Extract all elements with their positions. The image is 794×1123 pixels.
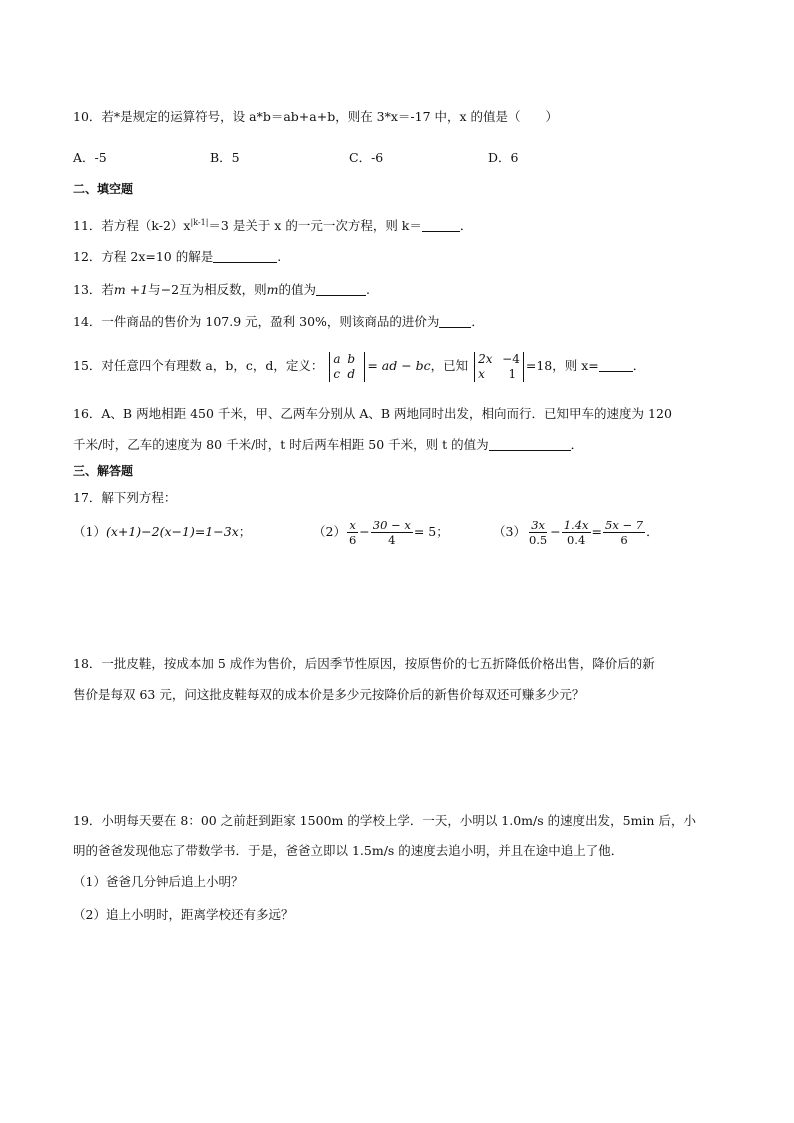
det-cell: a	[333, 351, 341, 366]
question-12-end: .	[277, 249, 282, 264]
question-13-mid2: 互为相反数，则	[179, 282, 267, 297]
question-19-sub-1: （1）爸爸几分钟后追上小明？	[73, 874, 244, 889]
question-14-text: 14．一件商品的售价为 107.9 元，盈利 30%，则该商品的进价为	[73, 314, 440, 329]
determinant-given	[474, 352, 524, 382]
question-15-given: ，已知	[430, 358, 469, 373]
question-12-text: 12．方程 2x=10 的解是	[73, 249, 214, 264]
question-15-end: ．	[632, 358, 646, 373]
equation-1-end: ；	[238, 524, 252, 539]
fraction	[562, 518, 591, 547]
question-12	[73, 248, 281, 266]
denominator: 0.5	[528, 533, 548, 547]
equation-2-label: （2）	[313, 524, 346, 539]
answer-blank	[422, 219, 460, 232]
numerator: x	[349, 518, 356, 532]
question-13-mid: 与	[148, 282, 161, 297]
fraction	[371, 518, 413, 547]
option-d: D．6	[488, 150, 519, 165]
equation-3	[493, 515, 659, 549]
fraction	[527, 518, 549, 547]
question-18-line-1: 18．一批皮鞋，按成本加 5 成作为售价，后因季节性原因，按原售价的七五折降低价格出售，降价后的新	[73, 656, 655, 671]
question-13-pre: 13．若	[73, 282, 114, 297]
question-14-end: ．	[471, 314, 484, 329]
det-cell: x	[478, 366, 485, 381]
det-cell: −4	[502, 351, 520, 366]
fraction	[347, 518, 358, 547]
answer-blank	[316, 283, 366, 296]
denominator: 4	[388, 533, 396, 547]
equation-3-label: （3）	[493, 524, 526, 539]
question-14	[73, 313, 484, 331]
equation-1-expr: (x+1)−2(x−1)=1−3x	[105, 524, 239, 539]
denominator: 6	[348, 533, 357, 547]
equals-sign: =	[591, 524, 602, 539]
question-16-line-2	[73, 436, 583, 454]
question-16-text: 千米/时，乙车的速度为 80 千米/时，t 时后两车相距 50 千米，则 t 的值为	[73, 437, 489, 452]
denominator: 6	[620, 533, 628, 547]
equation-3-end: ．	[646, 524, 659, 539]
equation-1-label: （1）	[73, 524, 106, 539]
equals-part: = 5	[413, 524, 437, 539]
question-19-sub-2: （2）追上小明时，距离学校还有多远？	[73, 907, 294, 922]
numerator: 1.4x	[563, 518, 589, 532]
question-16-end: ．	[570, 437, 584, 452]
answer-blank	[213, 250, 277, 263]
numerator: 30 − x	[372, 518, 411, 532]
question-10-text: 10．若*是规定的运算符号，设 a*b＝ab+a+b，则在 3*x＝-17 中，x 的值是（ ）	[73, 109, 559, 124]
question-18-line-2: 售价是每双 63 元，问这批皮鞋每双的成本价是多少元按降价后的新售价每双还可赚多少元？	[73, 687, 585, 702]
equation-2	[313, 515, 449, 549]
numerator: 5x − 7	[605, 518, 644, 532]
equation-2-end: ；	[436, 524, 449, 539]
determinant-definition	[329, 352, 365, 382]
minus-sign: −	[359, 524, 370, 539]
det-cell: d	[347, 366, 356, 381]
question-10	[73, 108, 558, 126]
question-19-line-2: 明的爸爸发现他忘了带数学书．于是，爸爸立即以 1.5m/s 的速度去追小明，并且在途中追上了他．	[73, 843, 624, 858]
question-11-post: ＝3 是关于 x 的一元一次方程，则 k＝	[208, 218, 422, 234]
option-c: C．-6	[349, 150, 384, 165]
question-19-line-1: 19．小明每天要在 8：00 之前赶到距家 1500m 的学校上学．一天，小明以 1.0m/s 的速度出发，5min 后，小	[73, 813, 696, 828]
answer-blank	[489, 438, 571, 451]
question-13-post: 的值为	[278, 282, 317, 297]
question-13	[73, 281, 370, 299]
det-cell: 2x	[478, 351, 493, 366]
numerator: 3x	[531, 518, 545, 532]
det-cell: b	[347, 351, 356, 366]
question-13-expr2: −2	[160, 282, 180, 297]
question-11	[73, 214, 472, 235]
question-11-exponent: |k-1|	[190, 218, 209, 227]
determinant-formula: = ad − bc	[367, 358, 431, 373]
det-cell: c	[333, 366, 341, 381]
question-15-pre: 15．对任意四个有理数 a，b，c，d，定义：	[73, 358, 324, 373]
question-15-eq: =18	[525, 358, 553, 373]
answer-blank	[439, 315, 471, 328]
question-16-line-1: 16．A、B 两地相距 450 千米，甲、乙两车分别从 A、B 两地同时出发，相向而行．已知甲车的速度为 120	[73, 406, 672, 421]
question-15-post: ，则 x=	[552, 358, 599, 373]
option-b: B．5	[210, 150, 240, 165]
question-13-end: .	[366, 282, 370, 297]
answer-blank	[599, 359, 633, 372]
minus-sign: −	[550, 524, 561, 539]
question-15	[73, 348, 645, 384]
section-heading-fill-in: 二、填空题	[73, 182, 134, 196]
option-a: A．-5	[73, 150, 107, 165]
question-13-var: m	[266, 282, 279, 297]
denominator: 0.4	[566, 533, 586, 547]
question-11-end: ．	[459, 218, 473, 234]
section-heading-solve: 三、解答题	[73, 464, 134, 478]
fraction	[603, 518, 645, 547]
det-cell: 1	[508, 366, 517, 381]
equation-1	[73, 523, 251, 541]
question-17-title: 17．解下列方程：	[73, 490, 177, 505]
question-13-expr1: m +1	[113, 282, 149, 297]
question-11-pre: 11．若方程（k-2）x	[73, 218, 191, 234]
